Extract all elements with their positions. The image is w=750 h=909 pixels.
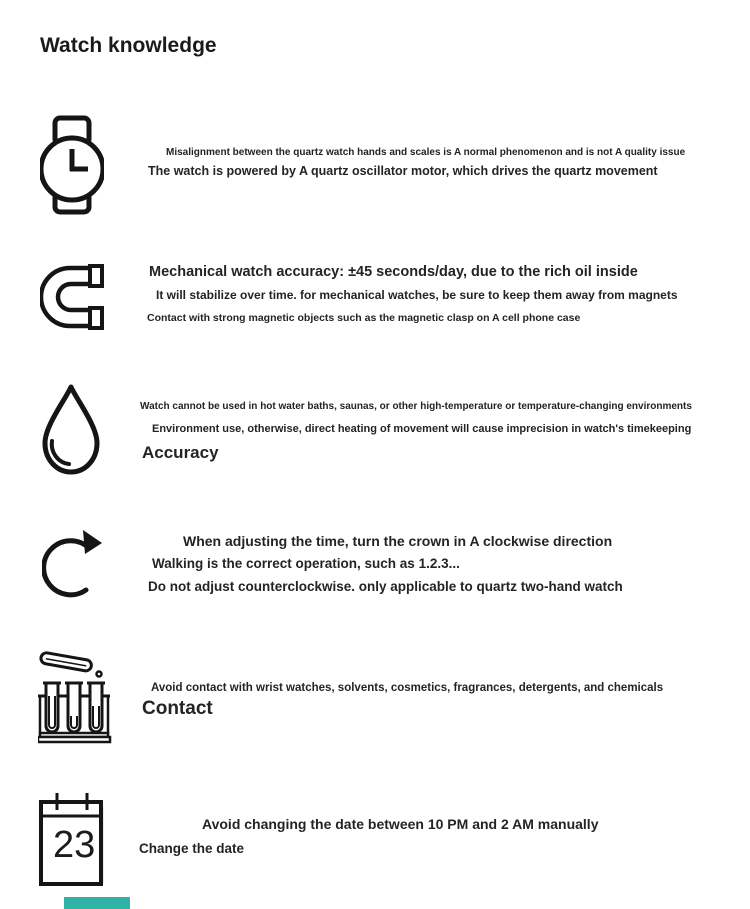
water-drop-icon [38,383,104,478]
contact-heading: Contact [142,698,213,719]
crown-note-2: Walking is the correct operation, such as 1.2.3... [152,556,460,571]
clockwise-rotate-icon [42,526,104,604]
magnet-note-mid: It will stabilize over time. for mechanical watches, be sure to keep them away from magnets [156,288,678,302]
temperature-note-small: Watch cannot be used in hot water baths, saunas, or other high-temperature or temperature-changing environments [140,401,692,412]
magnet-icon [40,263,104,331]
calendar-day-number: 23 [53,824,96,866]
date-note-main: Avoid changing the date between 10 PM and 2 AM manually [202,816,599,832]
watch-note-main: The watch is powered by A quartz oscillator motor, which drives the quartz movement [148,164,658,178]
date-note-sub: Change the date [139,841,245,856]
crown-note-3: Do not adjust counterclockwise. only applicable to quartz two-hand watch [148,579,623,594]
magnet-note-small: Contact with strong magnetic objects such as the magnetic clasp on A cell phone case [147,312,581,324]
accuracy-heading: Accuracy [142,443,219,462]
watch-note-small: Misalignment between the quartz watch hands and scales is A normal phenomenon and is not A quality issue [166,147,686,158]
watch-icon [40,115,104,215]
chemicals-test-tubes-icon [38,650,112,744]
crown-note-1: When adjusting the time, turn the crown in A clockwise direction [183,533,613,549]
footer-accent-bar [64,897,130,909]
chemicals-note: Avoid contact with wrist watches, solvents, cosmetics, fragrances, detergents, and chemicals [151,682,664,694]
page-title: Watch knowledge [40,34,217,57]
temperature-note-mid: Environment use, otherwise, direct heating of movement will cause imprecision in watch's timekeeping [152,423,692,435]
magnet-note-main: Mechanical watch accuracy: ±45 seconds/day, due to the rich oil inside [149,264,638,280]
